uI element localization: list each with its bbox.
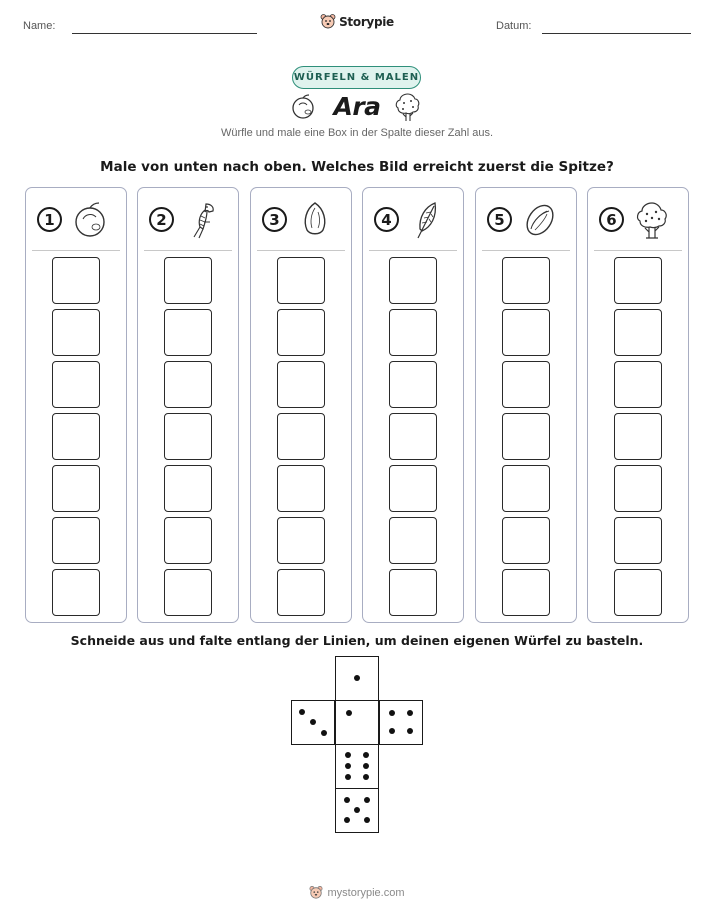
footer-url[interactable]: mystorypie.com [327, 886, 405, 899]
color-box[interactable] [164, 517, 212, 564]
column-3 [250, 187, 352, 623]
color-box[interactable] [614, 413, 662, 460]
color-box[interactable] [502, 257, 550, 304]
seed-icon [520, 200, 560, 240]
graph-instruction: Male von unten nach oben. Welches Bild erreicht zuerst die Spitze? [100, 159, 614, 175]
color-box[interactable] [52, 569, 100, 616]
die-pip [345, 774, 351, 780]
color-box[interactable] [52, 361, 100, 408]
column-header [251, 188, 351, 250]
color-box[interactable] [52, 465, 100, 512]
color-box[interactable] [164, 309, 212, 356]
die-pip [363, 752, 369, 758]
color-box[interactable] [614, 569, 662, 616]
color-box[interactable] [614, 361, 662, 408]
die-pip [345, 763, 351, 769]
color-box[interactable] [502, 361, 550, 408]
column-number: 6 [599, 207, 624, 232]
column-header [363, 188, 463, 250]
die-pip [321, 730, 327, 736]
date-field-line[interactable] [542, 33, 691, 34]
die-pip [310, 719, 316, 725]
column-number: 2 [149, 207, 174, 232]
die-face-1-center [335, 700, 379, 745]
color-box[interactable] [502, 413, 550, 460]
die-pip [354, 807, 360, 813]
die-pip [299, 709, 305, 715]
color-box[interactable] [277, 413, 325, 460]
column-header [476, 188, 576, 250]
column-number: 3 [262, 207, 287, 232]
color-box[interactable] [502, 309, 550, 356]
color-box[interactable] [52, 309, 100, 356]
color-box[interactable] [52, 413, 100, 460]
plum-icon [70, 200, 110, 240]
column-number: 4 [374, 207, 399, 232]
brand-logo [0, 13, 714, 30]
color-box[interactable] [52, 517, 100, 564]
column-5 [475, 187, 577, 623]
color-box[interactable] [52, 257, 100, 304]
color-box[interactable] [502, 517, 550, 564]
column-1 [25, 187, 127, 623]
color-box[interactable] [277, 361, 325, 408]
feather-icon [407, 200, 447, 240]
macaw-icon [182, 200, 222, 240]
die-face-3 [291, 700, 335, 745]
die-pip [344, 817, 350, 823]
column-4 [362, 187, 464, 623]
color-box[interactable] [389, 413, 437, 460]
tree-icon [392, 91, 424, 123]
tree-icon [632, 200, 672, 240]
color-box[interactable] [502, 569, 550, 616]
color-box[interactable] [277, 309, 325, 356]
die-pip [346, 710, 352, 716]
color-box[interactable] [389, 465, 437, 512]
color-box[interactable] [389, 569, 437, 616]
cut-instruction: Schneide aus und falte entlang der Linien, um deinen eigenen Würfel zu basteln. [70, 633, 644, 648]
color-box[interactable] [614, 517, 662, 564]
color-box[interactable] [502, 465, 550, 512]
column-6 [587, 187, 689, 623]
name-field-line[interactable] [72, 33, 257, 34]
color-box[interactable] [277, 569, 325, 616]
color-box[interactable] [164, 465, 212, 512]
die-pip [363, 774, 369, 780]
name-label: Name: [23, 20, 56, 32]
column-number: 5 [487, 207, 512, 232]
color-box[interactable] [389, 361, 437, 408]
footer [0, 885, 714, 900]
brand-name: Storypie [339, 14, 394, 29]
worksheet-title: Ara [333, 92, 381, 121]
die-pip [345, 752, 351, 758]
column-2 [137, 187, 239, 623]
color-box[interactable] [389, 257, 437, 304]
column-number: 1 [37, 207, 62, 232]
color-box[interactable] [164, 413, 212, 460]
color-box[interactable] [614, 309, 662, 356]
die-pip [407, 728, 413, 734]
die-face-6 [335, 744, 379, 789]
color-box[interactable] [614, 257, 662, 304]
almond-icon [295, 200, 335, 240]
die-face-5 [335, 788, 379, 833]
die-pip [407, 710, 413, 716]
die-face-1 [335, 656, 379, 701]
die-pip [364, 797, 370, 803]
color-box[interactable] [277, 257, 325, 304]
color-box[interactable] [164, 361, 212, 408]
die-pip [364, 817, 370, 823]
bear-mascot-icon [309, 885, 323, 900]
worksheet-subtitle: Würfle und male eine Box in der Spalte dieser Zahl aus. [220, 127, 494, 139]
color-box[interactable] [389, 309, 437, 356]
color-box[interactable] [164, 257, 212, 304]
color-box[interactable] [277, 517, 325, 564]
die-pip [344, 797, 350, 803]
color-box[interactable] [164, 569, 212, 616]
color-box[interactable] [614, 465, 662, 512]
activity-badge: WÜRFELN & MALEN [292, 66, 421, 89]
date-label: Datum: [496, 20, 532, 32]
die-pip [354, 675, 360, 681]
column-header [26, 188, 126, 250]
column-header [588, 188, 688, 250]
die-pip [389, 710, 395, 716]
bear-mascot-icon [320, 13, 336, 30]
column-header [138, 188, 238, 250]
color-box[interactable] [389, 517, 437, 564]
die-pip [389, 728, 395, 734]
die-pip [363, 763, 369, 769]
color-box[interactable] [277, 465, 325, 512]
die-face-4 [379, 700, 423, 745]
